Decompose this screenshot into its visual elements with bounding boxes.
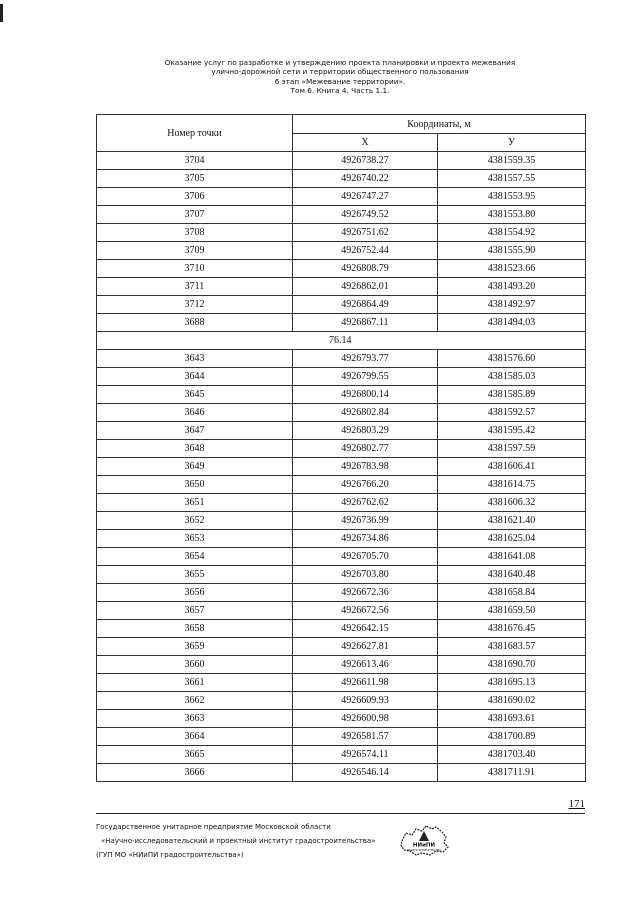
y-coordinate-cell: 4381683.57 (438, 638, 586, 656)
table-row (97, 584, 586, 602)
point-number-cell: 3658 (97, 620, 293, 638)
point-number-cell: 3644 (97, 368, 293, 386)
y-coordinate-cell: 4381595.42 (438, 422, 586, 440)
y-coordinate-cell: 4381640.48 (438, 566, 586, 584)
point-number-cell: 3648 (97, 440, 293, 458)
table-row (97, 278, 586, 296)
header-line-3: 6 этап «Межевание территории». (274, 76, 406, 86)
y-header: У (438, 134, 586, 152)
section-label: 76.14 (97, 332, 586, 350)
table-row (97, 188, 586, 206)
point-number-cell: 3664 (97, 728, 293, 746)
y-coordinate-cell: 4381576.60 (438, 350, 586, 368)
table-row (97, 692, 586, 710)
table-row (97, 764, 586, 782)
point-number-cell: 3650 (97, 476, 293, 494)
point-number-cell: 3653 (97, 530, 293, 548)
table-row (97, 368, 586, 386)
table-row (97, 314, 586, 332)
x-coordinate-cell: 4926751.62 (293, 224, 438, 242)
x-coordinate-cell: 4926803.29 (293, 422, 438, 440)
table-row (97, 548, 586, 566)
y-coordinate-cell: 4381625.04 (438, 530, 586, 548)
table-row (97, 656, 586, 674)
document-footer (96, 820, 375, 862)
x-coordinate-cell: 4926793.77 (293, 350, 438, 368)
point-number-cell: 3651 (97, 494, 293, 512)
y-coordinate-cell: 4381493.20 (438, 278, 586, 296)
point-number-cell: 3712 (97, 296, 293, 314)
point-number-cell: 3654 (97, 548, 293, 566)
x-coordinate-cell: 4926738.27 (293, 152, 438, 170)
point-number-cell: 3711 (97, 278, 293, 296)
page-number: 171 (568, 798, 585, 810)
x-coordinate-cell: 4926867.11 (293, 314, 438, 332)
x-coordinate-cell: 4926747.27 (293, 188, 438, 206)
y-coordinate-cell: 4381494.03 (438, 314, 586, 332)
y-coordinate-cell: 4381695.13 (438, 674, 586, 692)
table-row (97, 296, 586, 314)
table-row (97, 404, 586, 422)
x-coordinate-cell: 4926642.15 (293, 620, 438, 638)
logo-subtext: ГРАДОСТРОИТЕЛЬСТВА (406, 848, 442, 852)
table-row (97, 638, 586, 656)
document-header (120, 58, 560, 95)
x-coordinate-cell: 4926802.77 (293, 440, 438, 458)
y-coordinate-cell: 4381559.35 (438, 152, 586, 170)
x-coordinate-cell: 4926736.99 (293, 512, 438, 530)
y-coordinate-cell: 4381555.90 (438, 242, 586, 260)
x-coordinate-cell: 4926627.81 (293, 638, 438, 656)
point-number-cell: 3647 (97, 422, 293, 440)
coordinates-header: Координаты, м (293, 115, 586, 134)
x-coordinate-cell: 4926581.57 (293, 728, 438, 746)
moscow-region-map-logo-icon (398, 823, 450, 857)
x-coordinate-cell: 4926703.80 (293, 566, 438, 584)
footer-line-3: (ГУП МО «НИиПИ градостроительства») (96, 851, 244, 859)
point-number-cell: 3706 (97, 188, 293, 206)
x-coordinate-cell: 4926672.56 (293, 602, 438, 620)
y-coordinate-cell: 4381606.41 (438, 458, 586, 476)
y-coordinate-cell: 4381597.59 (438, 440, 586, 458)
point-number-cell: 3649 (97, 458, 293, 476)
point-number-cell: 3710 (97, 260, 293, 278)
table-row (97, 674, 586, 692)
table-row (97, 458, 586, 476)
table-row (97, 566, 586, 584)
point-number-cell: 3688 (97, 314, 293, 332)
point-number-cell: 3707 (97, 206, 293, 224)
y-coordinate-cell: 4381585.03 (438, 368, 586, 386)
table-row (97, 728, 586, 746)
table-row (97, 350, 586, 368)
x-coordinate-cell: 4926734.86 (293, 530, 438, 548)
x-coordinate-cell: 4926783.98 (293, 458, 438, 476)
y-coordinate-cell: 4381641.08 (438, 548, 586, 566)
point-number-cell: 3646 (97, 404, 293, 422)
y-coordinate-cell: 4381659.50 (438, 602, 586, 620)
table-row (97, 386, 586, 404)
x-coordinate-cell: 4926802.84 (293, 404, 438, 422)
x-coordinate-cell: 4926749.52 (293, 206, 438, 224)
y-coordinate-cell: 4381690.70 (438, 656, 586, 674)
x-coordinate-cell: 4926752.44 (293, 242, 438, 260)
x-coordinate-cell: 4926862.01 (293, 278, 438, 296)
table-row (97, 530, 586, 548)
x-coordinate-cell: 4926609.93 (293, 692, 438, 710)
table-row (97, 260, 586, 278)
footer-line-1: Государственное унитарное предприятие Московской области (96, 823, 331, 831)
y-coordinate-cell: 4381614.75 (438, 476, 586, 494)
x-coordinate-cell: 4926762.62 (293, 494, 438, 512)
table-row (97, 476, 586, 494)
table-row (97, 422, 586, 440)
y-coordinate-cell: 4381658.84 (438, 584, 586, 602)
x-coordinate-cell: 4926613.46 (293, 656, 438, 674)
footer-divider (96, 813, 585, 814)
point-number-cell: 3708 (97, 224, 293, 242)
x-coordinate-cell: 4926600.98 (293, 710, 438, 728)
x-coordinate-cell: 4926808.79 (293, 260, 438, 278)
table-row (97, 170, 586, 188)
point-number-cell: 3643 (97, 350, 293, 368)
y-coordinate-cell: 4381606.32 (438, 494, 586, 512)
y-coordinate-cell: 4381523.66 (438, 260, 586, 278)
table-body-a (97, 152, 586, 332)
point-number-cell: 3665 (97, 746, 293, 764)
table-row (97, 152, 586, 170)
y-coordinate-cell: 4381592.57 (438, 404, 586, 422)
header-line-1: Оказание услуг по разработке и утверждению проекта планировки и проекта межевания (164, 58, 516, 67)
y-coordinate-cell: 4381700.89 (438, 728, 586, 746)
table-row (97, 494, 586, 512)
table-row (97, 224, 586, 242)
table-row (97, 710, 586, 728)
table-body-b (97, 350, 586, 782)
point-number-cell: 3659 (97, 638, 293, 656)
y-coordinate-cell: 4381553.80 (438, 206, 586, 224)
table-row (97, 206, 586, 224)
point-number-cell: 3663 (97, 710, 293, 728)
y-coordinate-cell: 4381557.55 (438, 170, 586, 188)
x-coordinate-cell: 4926574.11 (293, 746, 438, 764)
x-coordinate-cell: 4926546.14 (293, 764, 438, 782)
point-number-header: Номер точки (97, 115, 293, 152)
y-coordinate-cell: 4381676.45 (438, 620, 586, 638)
x-coordinate-cell: 4926740.22 (293, 170, 438, 188)
table-row (97, 746, 586, 764)
table-row (97, 512, 586, 530)
table-row (97, 440, 586, 458)
table-row (97, 242, 586, 260)
y-coordinate-cell: 4381711.91 (438, 764, 586, 782)
table-row (97, 620, 586, 638)
point-number-cell: 3657 (97, 602, 293, 620)
x-coordinate-cell: 4926766.20 (293, 476, 438, 494)
logo-text: НИиПИ (412, 842, 436, 849)
x-coordinate-cell: 4926672.36 (293, 584, 438, 602)
point-number-cell: 3662 (97, 692, 293, 710)
x-coordinate-cell: 4926705.70 (293, 548, 438, 566)
table-row (97, 602, 586, 620)
x-coordinate-cell: 4926800.14 (293, 386, 438, 404)
y-coordinate-cell: 4381621.40 (438, 512, 586, 530)
footer-line-2: «Научно-исследовательский и проектный институт градостроительства» (101, 837, 376, 845)
point-number-cell: 3660 (97, 656, 293, 674)
point-number-cell: 3655 (97, 566, 293, 584)
x-header: X (293, 134, 438, 152)
y-coordinate-cell: 4381693.61 (438, 710, 586, 728)
header-line-2: улично-дорожной сети и территории общественного пользования (211, 67, 469, 77)
y-coordinate-cell: 4381690.02 (438, 692, 586, 710)
y-coordinate-cell: 4381492.97 (438, 296, 586, 314)
y-coordinate-cell: 4381585.89 (438, 386, 586, 404)
point-number-cell: 3704 (97, 152, 293, 170)
x-coordinate-cell: 4926799.55 (293, 368, 438, 386)
x-coordinate-cell: 4926611.98 (293, 674, 438, 692)
y-coordinate-cell: 4381554.92 (438, 224, 586, 242)
section-row (97, 332, 586, 350)
header-line-4: Том 6. Книга 4. Часть 1.1. (290, 85, 390, 95)
y-coordinate-cell: 4381703.40 (438, 746, 586, 764)
point-number-cell: 3705 (97, 170, 293, 188)
x-coordinate-cell: 4926864.49 (293, 296, 438, 314)
coordinates-table (96, 114, 586, 782)
scan-edge-mark (0, 4, 3, 22)
point-number-cell: 3709 (97, 242, 293, 260)
point-number-cell: 3666 (97, 764, 293, 782)
table-section (97, 332, 586, 350)
point-number-cell: 3645 (97, 386, 293, 404)
point-number-cell: 3661 (97, 674, 293, 692)
y-coordinate-cell: 4381553.95 (438, 188, 586, 206)
point-number-cell: 3652 (97, 512, 293, 530)
point-number-cell: 3656 (97, 584, 293, 602)
